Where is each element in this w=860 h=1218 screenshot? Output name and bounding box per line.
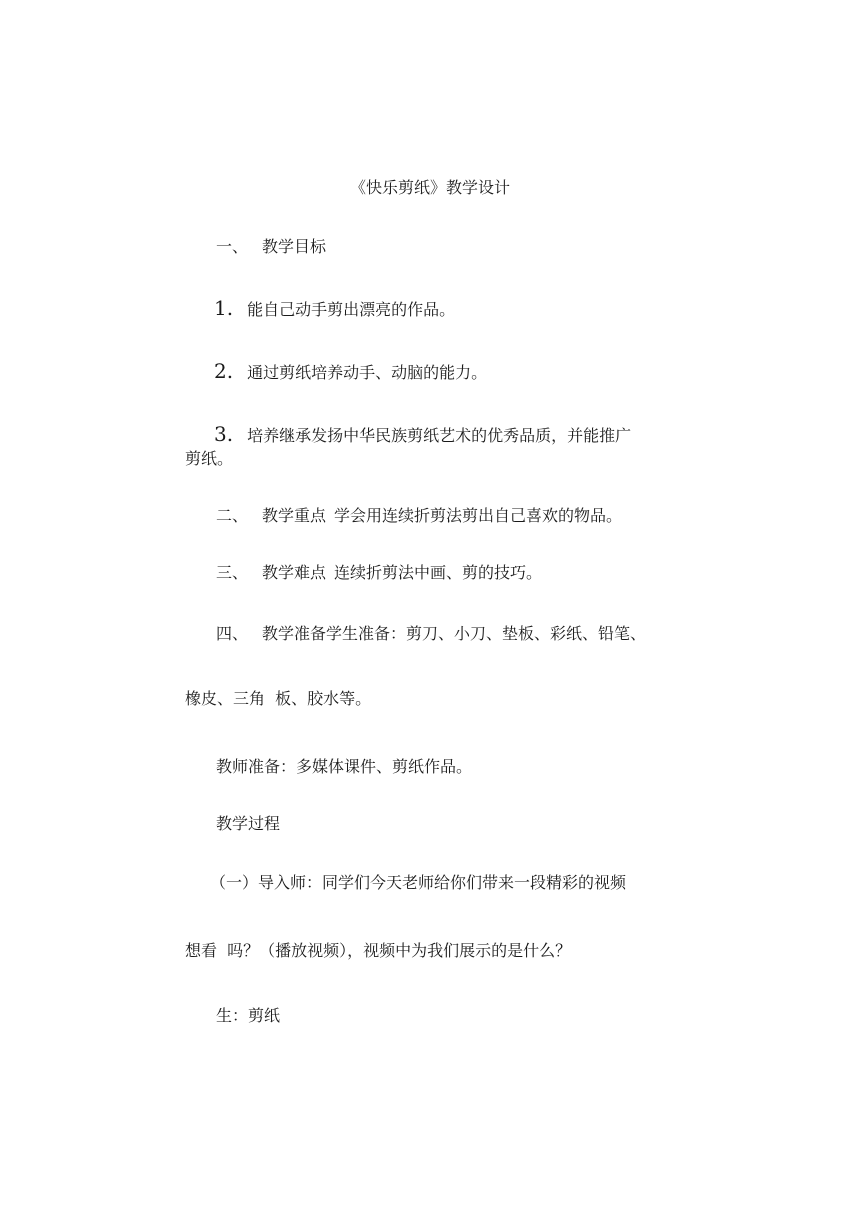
section-text: 学会用连续折剪法剪出自己喜欢的物品。 bbox=[334, 506, 623, 525]
section-preparation bbox=[216, 624, 646, 644]
section-goals bbox=[216, 237, 326, 257]
goal-number: 1. bbox=[214, 296, 234, 320]
section-difficulty bbox=[216, 563, 542, 583]
section-marker: 二、 bbox=[216, 506, 249, 525]
goal-text: 能自己动手剪出漂亮的作品。 bbox=[247, 300, 456, 319]
goal-text: 培养继承发扬中华民族剪纸艺术的优秀品质，并能推广 bbox=[247, 426, 632, 445]
section-heading: 教学目标 bbox=[262, 237, 327, 256]
intro-paragraph-line-2: 想看 吗？（播放视频），视频中为我们展示的是什么？ bbox=[185, 941, 572, 960]
goal-item-1 bbox=[214, 298, 455, 320]
document-title: 《快乐剪纸》教学设计 bbox=[349, 178, 510, 197]
process-heading: 教学过程 bbox=[216, 814, 281, 833]
section-heading: 教学准备 bbox=[262, 624, 327, 643]
goal-number: 2. bbox=[214, 359, 234, 383]
section-key-point bbox=[216, 506, 622, 526]
section-text: 学生准备：剪刀、小刀、垫板、彩纸、铅笔、 bbox=[326, 624, 647, 643]
section-marker: 四、 bbox=[216, 624, 249, 643]
student-answer: 生：剪纸 bbox=[216, 1006, 281, 1025]
section-heading: 教学难点 bbox=[262, 563, 327, 582]
goal-text: 通过剪纸培养动手、动脑的能力。 bbox=[247, 363, 488, 382]
goal-number: 3. bbox=[214, 422, 234, 446]
teacher-preparation: 教师准备：多媒体课件、剪纸作品。 bbox=[216, 757, 473, 776]
goal-item-2 bbox=[214, 361, 487, 383]
section-heading: 教学重点 bbox=[262, 506, 327, 525]
goal-item-3-continuation: 剪纸。 bbox=[185, 449, 234, 468]
goal-item-3 bbox=[214, 424, 631, 446]
intro-paragraph-line-1: （一）导入师：同学们今天老师给你们带来一段精彩的视频 bbox=[210, 873, 627, 892]
section-text: 连续折剪法中画、剪的技巧。 bbox=[334, 563, 543, 582]
preparation-continuation: 橡皮、三角 板、胶水等。 bbox=[185, 689, 372, 708]
section-marker: 一、 bbox=[216, 237, 249, 256]
section-marker: 三、 bbox=[216, 563, 249, 582]
